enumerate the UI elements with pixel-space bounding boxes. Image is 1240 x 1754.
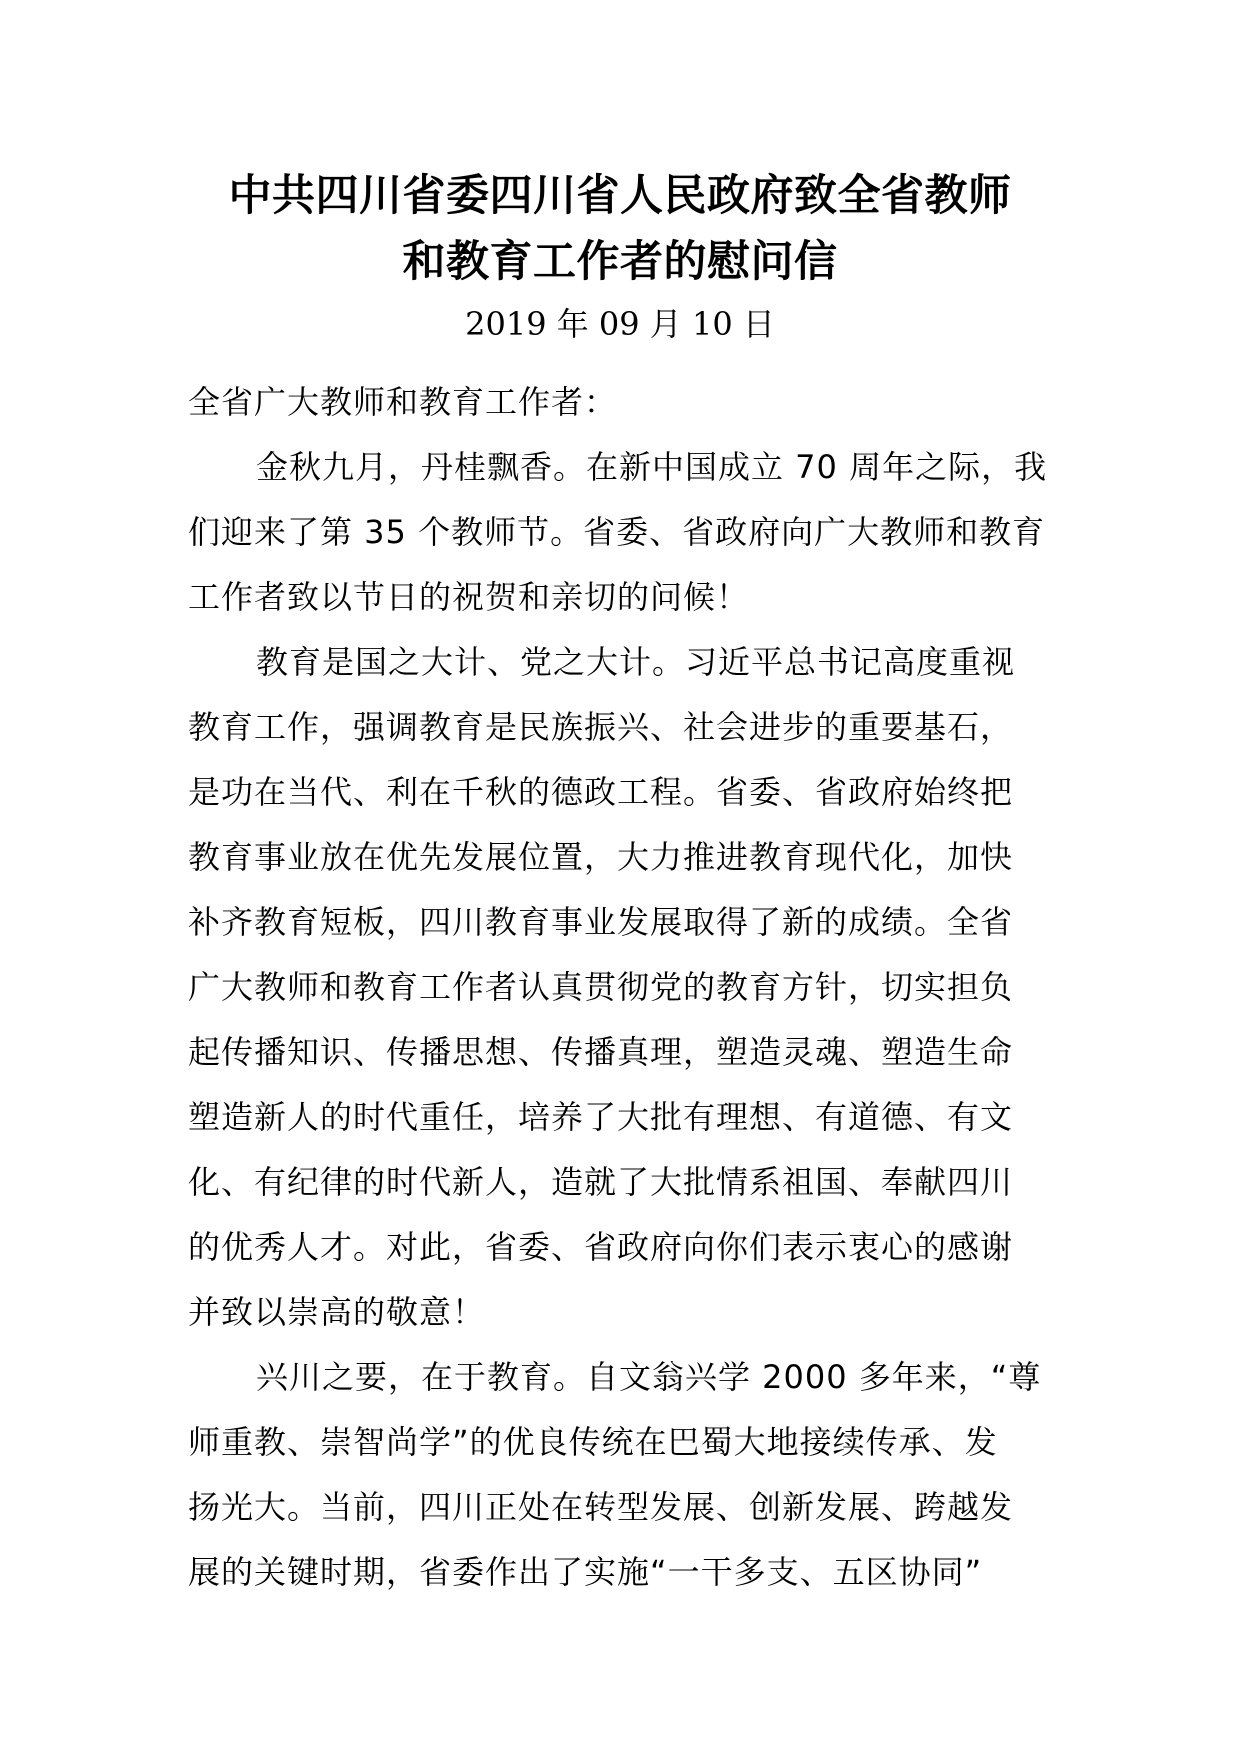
text-line: 展的关键时期，省委作出了实施“一干多支、五区协同” bbox=[188, 1553, 983, 1591]
title-line: 中共四川省委四川省人民政府致全省教师 bbox=[228, 171, 1012, 221]
letter-date: 2019 年 09 月 10 日 bbox=[465, 305, 775, 343]
text-line: 金秋九月，丹桂飘香。在新中国成立 70 周年之际，我 bbox=[256, 448, 1048, 486]
text-line: 是功在当代、利在千秋的德政工程。省委、省政府始终把 bbox=[188, 773, 1014, 811]
text-line: 的优秀人才。对此，省委、省政府向你们表示衷心的感谢 bbox=[188, 1228, 1014, 1266]
text-line: 并致以崇高的敬意！ bbox=[188, 1293, 486, 1331]
paragraph-3 bbox=[188, 1345, 1058, 1605]
text-line: 塑造新人的时代重任，培养了大批有理想、有道德、有文 bbox=[188, 1098, 1014, 1136]
text-line: 补齐教育短板，四川教育事业发展取得了新的成绩。全省 bbox=[188, 903, 1014, 941]
paragraph-1 bbox=[188, 435, 1058, 630]
text-line: 们迎来了第 35 个教师节。省委、省政府向广大教师和教育 bbox=[188, 513, 1046, 551]
text-line: 教育事业放在优先发展位置，大力推进教育现代化，加快 bbox=[188, 838, 1014, 876]
text-line: 化、有纪律的时代新人，造就了大批情系祖国、奉献四川 bbox=[188, 1163, 1014, 1201]
text-line: 工作者致以节日的祝贺和亲切的问候！ bbox=[188, 578, 750, 616]
text-line: 兴川之要，在于教育。自文翁兴学 2000 多年来，“尊 bbox=[256, 1358, 1042, 1396]
title-line: 和教育工作者的慰问信 bbox=[402, 237, 838, 287]
text-line: 教育是国之大计、党之大计。习近平总书记高度重视 bbox=[256, 643, 1016, 681]
text-line: 扬光大。当前，四川正处在转型发展、创新发展、跨越发 bbox=[188, 1488, 1014, 1526]
salutation: 全省广大教师和教育工作者： bbox=[188, 383, 618, 421]
text-line: 教育工作，强调教育是民族振兴、社会进步的重要基石， bbox=[188, 708, 1014, 746]
letter-title bbox=[160, 163, 1080, 295]
text-line: 起传播知识、传播思想、传播真理，塑造灵魂、塑造生命 bbox=[188, 1033, 1014, 1071]
text-line: 广大教师和教育工作者认真贯彻党的教育方针，切实担负 bbox=[188, 968, 1014, 1006]
text-line: 师重教、崇智尚学”的优良传统在巴蜀大地接续传承、发 bbox=[188, 1423, 998, 1461]
letter-body bbox=[188, 370, 1058, 1605]
paragraph-2 bbox=[188, 630, 1058, 1345]
